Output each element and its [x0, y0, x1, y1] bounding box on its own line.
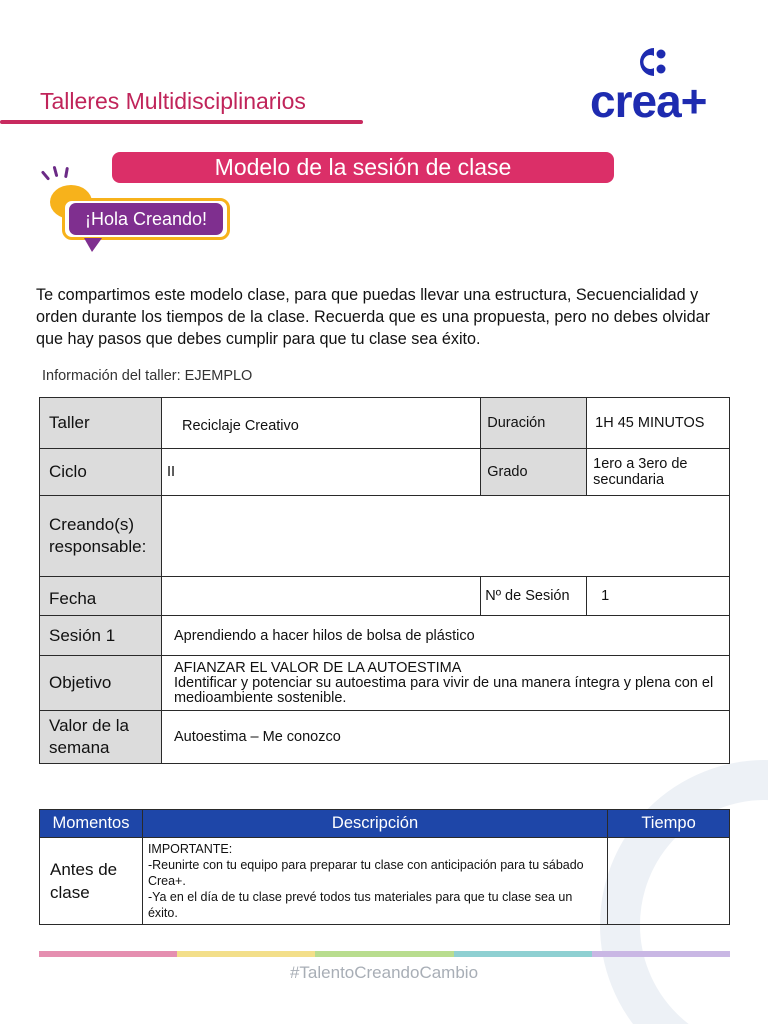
objetivo-label: Objetivo: [40, 656, 162, 711]
crea-logo-text: crea+: [590, 75, 707, 127]
footer-hashtag: #TalentoCreandoCambio: [289, 963, 479, 982]
moment-desc-line: -Reunirte con tu equipo para preparar tu clase con anticipación para tu sábado Crea+.: [147, 858, 584, 888]
workshop-info-table: [39, 397, 730, 764]
grado-label: Grado: [481, 449, 587, 496]
moment-description: [142, 838, 607, 925]
sesion-number-label: Nº de Sesión: [481, 577, 587, 616]
session-model-banner: Modelo de la sesión de clase: [112, 152, 614, 183]
fecha-value: [161, 577, 480, 616]
table-row: [40, 449, 730, 496]
color-bar-segment: [454, 951, 592, 957]
ciclo-value: II: [161, 449, 480, 496]
duracion-value: 1H 45 MINUTOS: [587, 398, 730, 449]
color-bar-segment: [592, 951, 730, 957]
table-header-row: [40, 810, 730, 838]
moments-table: [39, 809, 730, 925]
ciclo-label: Ciclo: [40, 449, 162, 496]
duracion-label: Duración: [481, 398, 587, 449]
moment-time: [608, 838, 730, 925]
header-underline: [0, 120, 363, 124]
objetivo-value: [161, 656, 729, 711]
table-row: [40, 656, 730, 711]
page-header-title: Talleres Multidisciplinarios: [40, 88, 306, 114]
table-row: [40, 616, 730, 656]
tiempo-header: Tiempo: [608, 810, 730, 838]
momentos-header: Momentos: [40, 810, 143, 838]
intro-paragraph: Te compartimos este modelo clase, para que puedas llevar una estructura, Secuencialidad y orden durante los tiempos de la clase. Recuerda que es una propuesta, pero no debes olvidar que hay pasos que debes cumplir para que tu clase sea éxito.: [36, 286, 711, 348]
objetivo-text: Identificar y potenciar su autoestima para vivir de una manera íntegra y plena con el medioambiente sostenible.: [173, 674, 714, 706]
table-row: [40, 496, 730, 577]
greeting-text: ¡Hola Creando!: [69, 203, 223, 235]
greeting-box: [62, 198, 230, 240]
color-bar-segment: [177, 951, 315, 957]
footer-color-bar: [39, 951, 730, 957]
table-row: [40, 577, 730, 616]
color-bar-segment: [315, 951, 453, 957]
fecha-label: Fecha: [40, 577, 162, 616]
sesion-label: Sesión 1: [40, 616, 162, 656]
table-row: [40, 398, 730, 449]
table-row: [40, 711, 730, 764]
creando-label: Creando(s) responsable:: [40, 496, 162, 577]
valor-label: Valor de la semana: [40, 711, 162, 764]
objetivo-title: AFIANZAR EL VALOR DE LA AUTOESTIMA: [173, 659, 462, 676]
greeting-badge: [38, 166, 238, 256]
taller-label: Taller: [40, 398, 162, 449]
sesion-number-value: 1: [587, 577, 730, 616]
crea-logo: [590, 42, 730, 132]
moment-label: Antes de clase: [40, 838, 143, 925]
workshop-info-label: Información del taller: EJEMPLO: [42, 368, 253, 384]
moment-desc-title: IMPORTANTE:: [147, 842, 233, 856]
creando-value: [161, 496, 729, 577]
descripcion-header: Descripción: [142, 810, 607, 838]
grado-value: 1ero a 3ero de secundaria: [587, 449, 730, 496]
taller-value: Reciclaje Creativo: [161, 398, 480, 449]
greeting-tail-icon: [84, 238, 102, 252]
table-row: [40, 838, 730, 925]
color-bar-segment: [39, 951, 177, 957]
moment-desc-line: -Ya en el día de tu clase prevé todos tus materiales para que tu clase sea un éxito.: [147, 890, 573, 920]
valor-value: Autoestima – Me conozco: [161, 711, 729, 764]
sesion-value: Aprendiendo a hacer hilos de bolsa de plástico: [161, 616, 729, 656]
